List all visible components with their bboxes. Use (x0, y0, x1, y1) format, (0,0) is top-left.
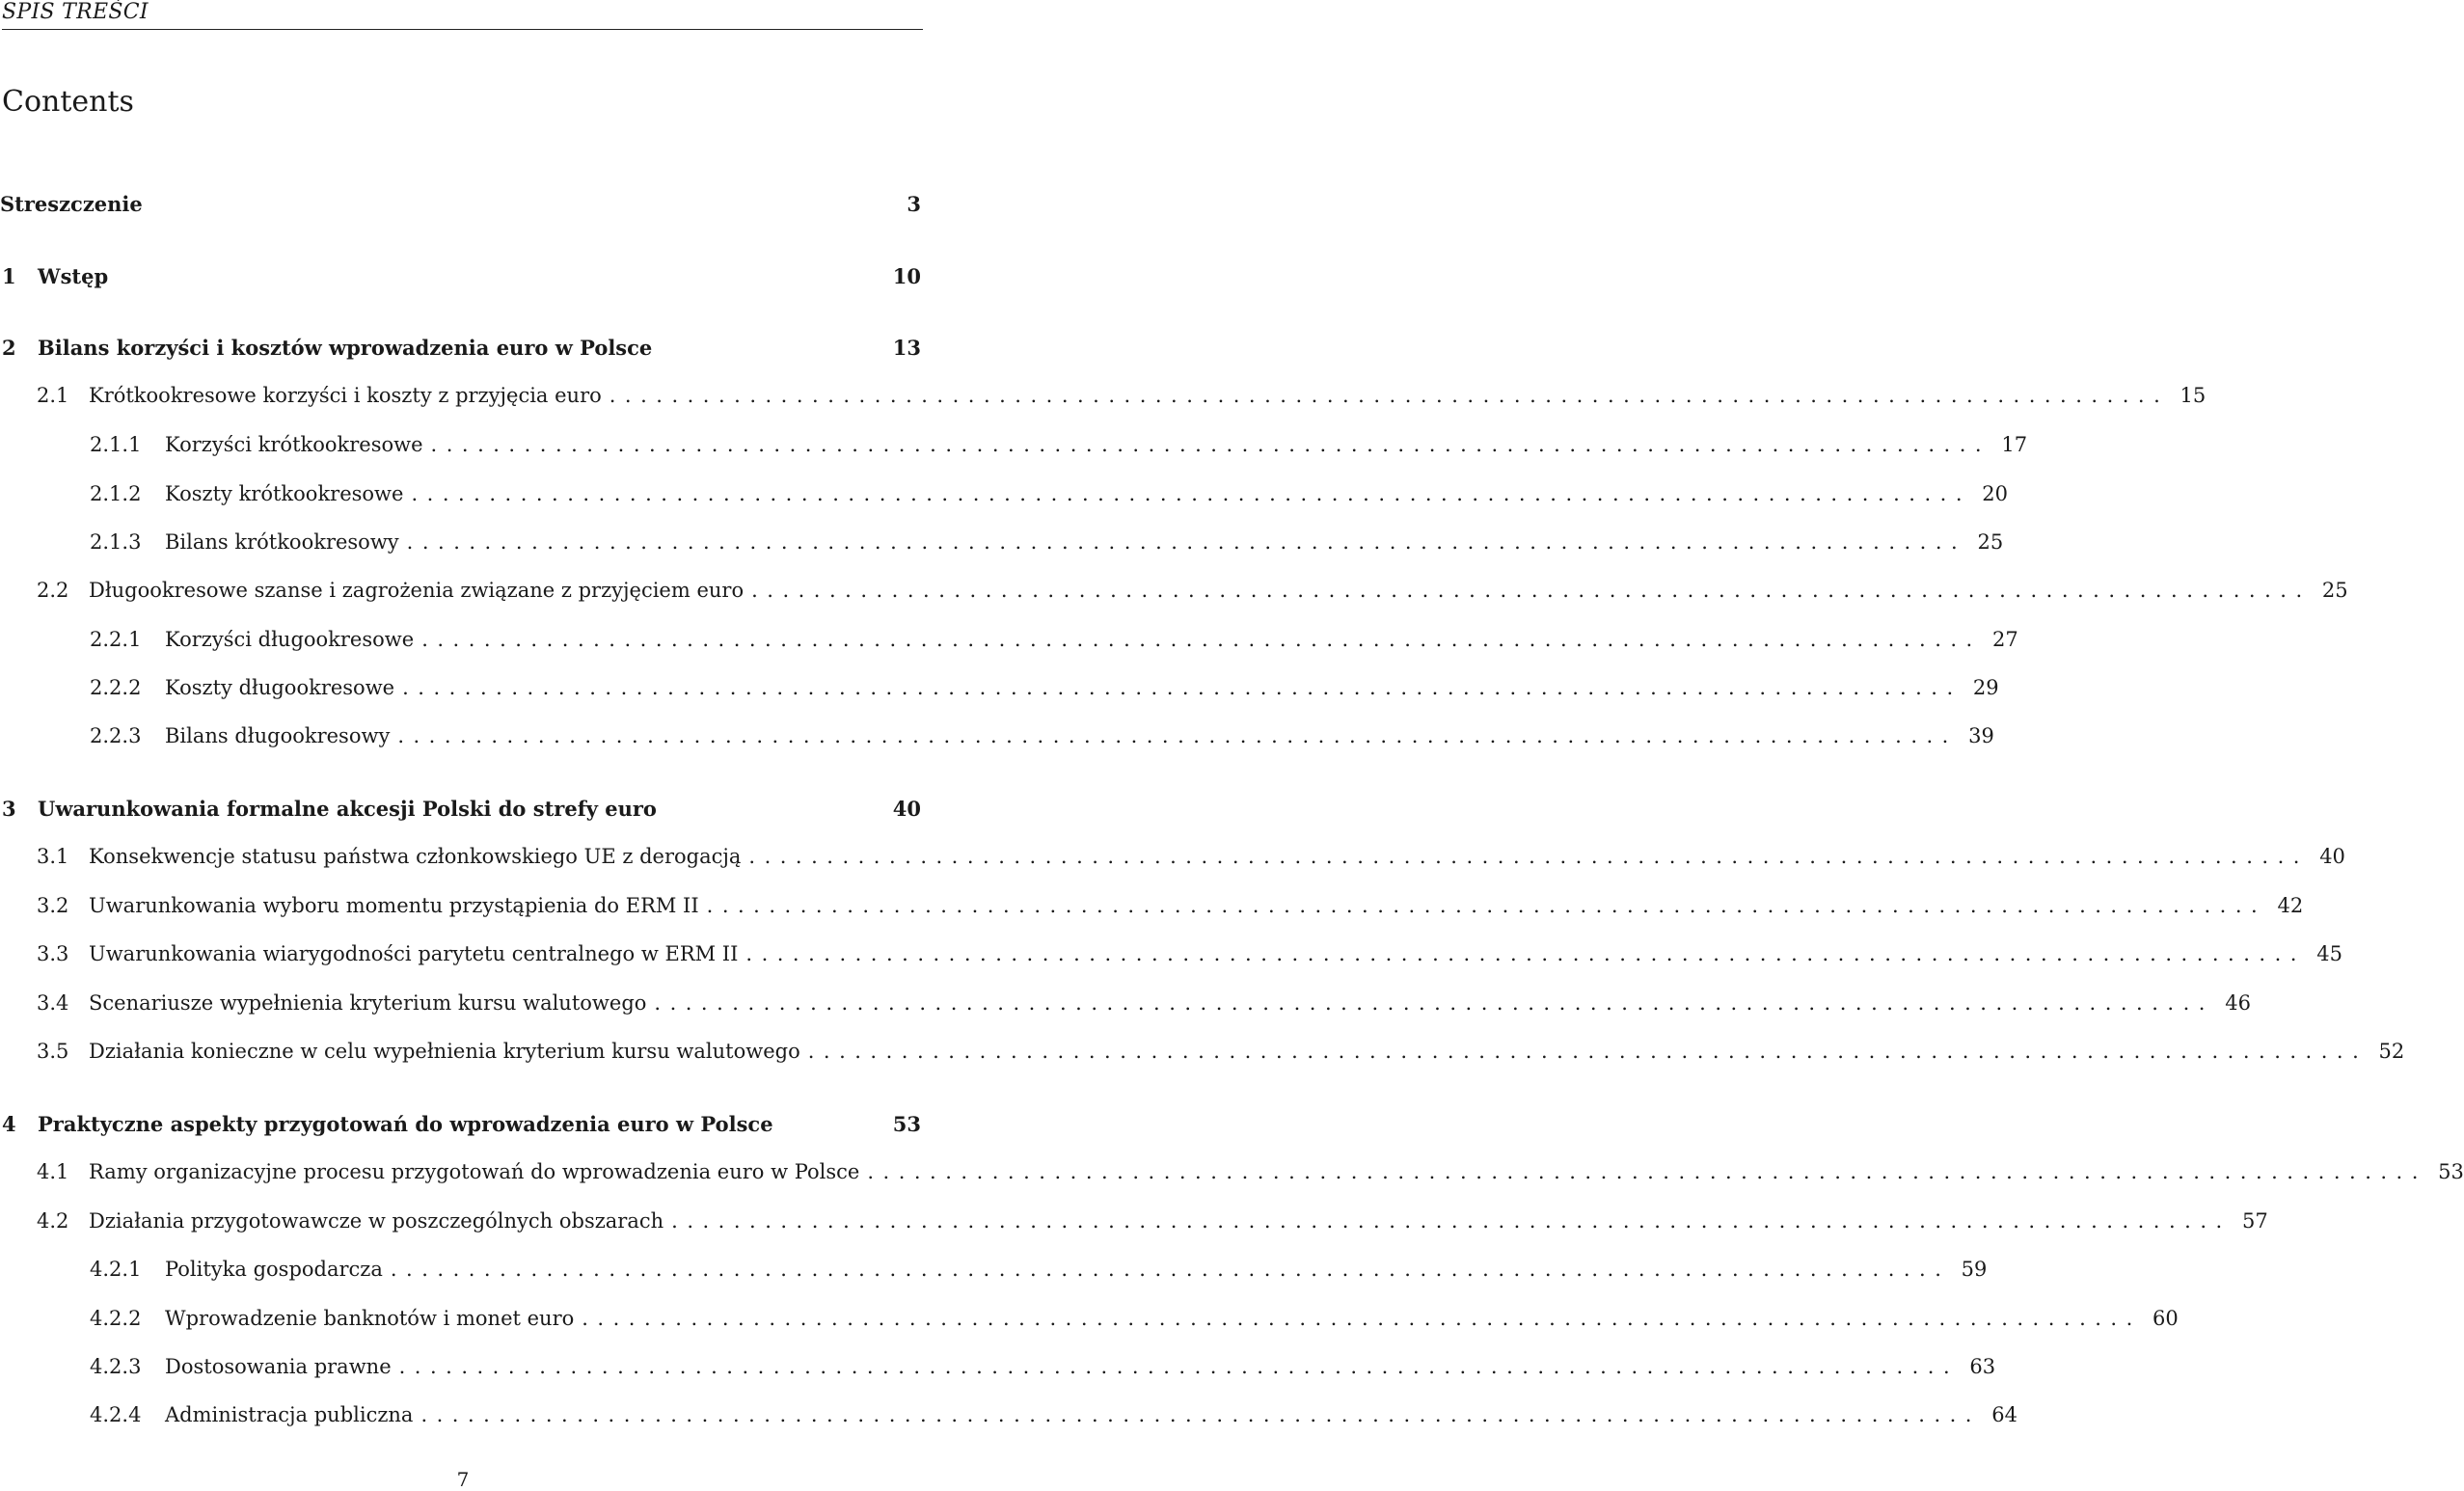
toc-entry-number: 3.3 (37, 942, 69, 965)
toc-entry-page: 10 (892, 263, 921, 288)
toc-entry-page: 29 (1972, 676, 1999, 699)
toc-entry-page: 46 (2225, 991, 2251, 1015)
toc-entry-number: 4.2.3 (90, 1355, 142, 1378)
toc-entry-title: Wstęp (38, 263, 109, 288)
toc-entry-title: Praktyczne aspekty przygotowań do wprowadzenia euro w Polsce (38, 1111, 773, 1136)
toc-entry-section-3-5[interactable] (0, 1032, 2405, 1071)
toc-entry-number: 3 (2, 796, 16, 821)
toc-entry-title: Ramy organizacyjne procesu przygotowań do wprowadzenia euro w Polsce (89, 1160, 860, 1183)
toc-entry-page: 52 (2378, 1040, 2405, 1063)
toc-leader-dots: .................................................................................................... (751, 579, 2312, 602)
toc-leader-dots: .................................................................................................... (397, 724, 1958, 747)
toc-entry-subsection-2-1-2[interactable] (0, 474, 2008, 513)
toc-entry-title: Długookresowe szanse i zagrożenia związane z przyjęciem euro (89, 579, 745, 602)
toc-leader-dots: .................................................................................................... (671, 1209, 2232, 1233)
toc-entry-section-2-1[interactable] (0, 376, 2207, 415)
toc-leader-dots: .................................................................................................... (745, 942, 2306, 965)
toc-entry-page: 15 (2180, 384, 2207, 407)
toc-entry-title: Działania konieczne w celu wypełnienia kryterium kursu walutowego (89, 1040, 800, 1063)
toc-leader-dots: .................................................................................................... (411, 482, 1971, 505)
running-header (2, 0, 923, 30)
running-header-title: SPIS TREŚCI (2, 0, 149, 24)
toc-entry-title: Krótkookresowe korzyści i koszty z przyjęcia euro (89, 384, 602, 407)
toc-entry-number: 4.2.2 (90, 1307, 142, 1330)
toc-entry-subsection-2-2-2[interactable] (0, 668, 1999, 707)
toc-entry-number: 2.2.2 (90, 676, 142, 699)
toc-entry-section-3-1[interactable] (0, 837, 2345, 876)
toc-entry-number: 2.2.3 (90, 724, 142, 747)
toc-entry-title: Korzyści długookresowe (165, 628, 415, 651)
toc-entry-page: 45 (2316, 942, 2342, 965)
toc-entry-number: 1 (2, 263, 16, 288)
toc-entry-page: 40 (2319, 845, 2345, 868)
toc-entry-page: 57 (2241, 1209, 2268, 1233)
toc-entry-number: 2.1.2 (90, 482, 142, 505)
toc-leader-dots: .................................................................................................... (421, 628, 1982, 651)
toc-entry-streszczenie[interactable] (0, 184, 921, 223)
toc-entry-page: 40 (892, 796, 921, 821)
toc-entry-page: 17 (2001, 433, 2028, 456)
toc-entry-title: Konsekwencje statusu państwa członkowskiego UE z derogacją (89, 845, 742, 868)
toc-leader-dots: .................................................................................................... (420, 1403, 1981, 1426)
toc-leader-dots: .................................................................................................... (706, 894, 2267, 917)
toc-entry-number: 4.1 (37, 1160, 69, 1183)
toc-entry-title: Administracja publiczna (165, 1403, 414, 1426)
toc-entry-number: 2.1.1 (90, 433, 142, 456)
toc-entry-section-4-2[interactable] (0, 1202, 2268, 1240)
toc-entry-chapter-1[interactable] (0, 257, 921, 295)
toc-entry-page: 60 (2153, 1307, 2179, 1330)
page-number: 7 (456, 1468, 470, 1491)
toc-entry-page: 59 (1961, 1258, 1988, 1281)
toc-entry-subsection-4-2-4[interactable] (0, 1396, 2017, 1434)
toc-entry-section-4-1[interactable] (0, 1152, 2464, 1191)
toc-entry-page: 25 (2321, 579, 2348, 602)
toc-entry-title: Uwarunkowania formalne akcesji Polski do strefy euro (38, 796, 657, 821)
toc-entry-number: 4.2.4 (90, 1403, 142, 1426)
toc-entry-title: Działania przygotowawcze w poszczególnych obszarach (89, 1209, 664, 1233)
toc-entry-subsection-2-2-1[interactable] (0, 620, 2018, 659)
toc-entry-number: 4.2 (37, 1209, 69, 1233)
toc-entry-number: 2 (2, 335, 16, 360)
toc-entry-title: Polityka gospodarcza (165, 1258, 383, 1281)
toc-entry-title: Bilans krótkookresowy (165, 530, 399, 554)
toc-entry-page: 13 (892, 335, 921, 360)
page-title: Contents (2, 85, 134, 119)
toc-entry-page: 53 (892, 1111, 921, 1136)
toc-entry-subsection-2-1-1[interactable] (0, 425, 2028, 464)
toc-entry-title: Scenariusze wypełnienia kryterium kursu walutowego (89, 991, 647, 1015)
toc-entry-number: 2.2.1 (90, 628, 142, 651)
toc-entry-number: 2.1.3 (90, 530, 142, 554)
toc-entry-title: Streszczenie (0, 191, 143, 216)
toc-entry-number: 2.1 (37, 384, 69, 407)
toc-entry-page: 64 (1991, 1403, 2017, 1426)
toc-entry-page: 27 (1991, 628, 2018, 651)
toc-entry-page: 63 (1969, 1355, 1996, 1378)
toc-entry-page: 20 (1982, 482, 2008, 505)
toc-entry-section-2-2[interactable] (0, 571, 2348, 610)
toc-entry-number: 3.5 (37, 1040, 69, 1063)
toc-entry-subsection-4-2-2[interactable] (0, 1299, 2179, 1338)
toc-entry-chapter-2[interactable] (0, 328, 921, 366)
toc-leader-dots: .................................................................................................... (430, 433, 1991, 456)
toc-entry-number: 3.4 (37, 991, 69, 1015)
toc-entry-page: 39 (1968, 724, 1994, 747)
toc-entry-title: Korzyści krótkookresowe (165, 433, 423, 456)
toc-entry-page: 53 (2438, 1160, 2464, 1183)
toc-leader-dots: .................................................................................................... (582, 1307, 2142, 1330)
toc-entry-title: Uwarunkowania wiarygodności parytetu centralnego w ERM II (89, 942, 739, 965)
toc-entry-number: 4.2.1 (90, 1258, 142, 1281)
toc-entry-number: 3.2 (37, 894, 69, 917)
toc-entry-page: 42 (2277, 894, 2304, 917)
toc-entry-title: Koszty krótkookresowe (165, 482, 404, 505)
toc-entry-title: Wprowadzenie banknotów i monet euro (165, 1307, 575, 1330)
toc-entry-section-3-2[interactable] (0, 886, 2304, 925)
toc-leader-dots: .................................................................................................... (390, 1258, 1951, 1281)
toc-entry-chapter-4[interactable] (0, 1104, 921, 1143)
toc-entry-title: Bilans korzyści i kosztów wprowadzenia euro w Polsce (38, 335, 653, 360)
toc-entry-title: Uwarunkowania wyboru momentu przystąpienia do ERM II (89, 894, 699, 917)
toc-entry-section-3-4[interactable] (0, 984, 2251, 1022)
toc-entry-number: 3.1 (37, 845, 69, 868)
toc-entry-title: Koszty długookresowe (165, 676, 395, 699)
toc-entry-number: 4 (2, 1111, 16, 1136)
toc-entry-title: Dostosowania prawne (165, 1355, 392, 1378)
toc-entry-subsection-2-2-3[interactable] (0, 717, 1994, 755)
toc-leader-dots: .................................................................................................... (807, 1040, 2369, 1063)
toc-leader-dots: .................................................................................................... (654, 991, 2214, 1015)
toc-entry-page: 3 (907, 191, 921, 216)
toc-entry-number: 2.2 (37, 579, 69, 602)
toc-leader-dots: .................................................................................................... (406, 530, 1967, 554)
toc-entry-section-3-3[interactable] (0, 935, 2342, 973)
toc-leader-dots: .................................................................................................... (402, 676, 1963, 699)
toc-entry-chapter-3[interactable] (0, 789, 921, 827)
toc-entry-page: 25 (1977, 530, 2004, 554)
toc-leader-dots: .................................................................................................... (398, 1355, 1960, 1378)
toc-entry-title: Bilans długookresowy (165, 724, 391, 747)
toc-leader-dots: .................................................................................................... (867, 1160, 2427, 1183)
toc-entry-subsection-4-2-1[interactable] (0, 1250, 1988, 1288)
toc-entry-subsection-2-1-3[interactable] (0, 523, 2004, 561)
toc-entry-subsection-4-2-3[interactable] (0, 1347, 1996, 1386)
toc-leader-dots: .................................................................................................... (748, 845, 2309, 868)
toc-leader-dots: .................................................................................................... (609, 384, 2170, 407)
